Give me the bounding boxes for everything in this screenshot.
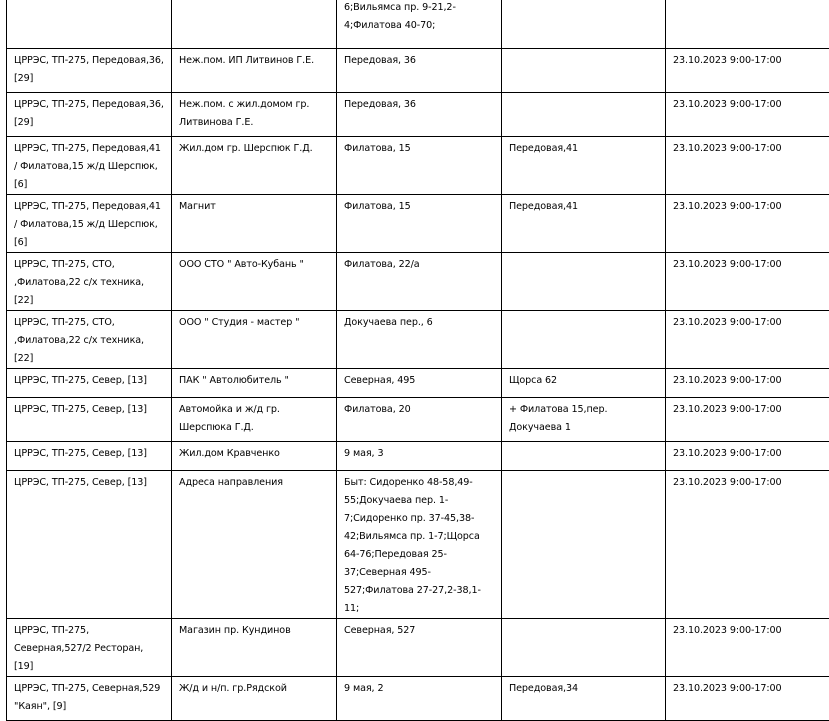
table-row (7, 397, 829, 441)
table-row (7, 92, 829, 136)
consumer-text: ООО " Студия - мастер " (179, 317, 299, 328)
feeder-cell (7, 441, 172, 470)
table-row (7, 676, 829, 720)
address-text: Докучаева пер., 6 (344, 317, 433, 328)
consumer-text: ПАК " Автолюбитель " (179, 375, 289, 386)
address-cell (337, 252, 502, 310)
extra-address-text: Передовая,41 (509, 143, 578, 154)
address-text: Филатова, 15 (344, 143, 411, 154)
address-cell (337, 92, 502, 136)
consumer-cell (172, 441, 337, 470)
feeder-cell (7, 48, 172, 92)
extra-address-cell (502, 310, 666, 368)
extra-address-cell (502, 252, 666, 310)
feeder-text: ЦРРЭС, ТП-275, Северная,529 "Каян", [9] (14, 683, 160, 712)
outage-table (6, 0, 829, 721)
consumer-cell (172, 252, 337, 310)
consumer-cell (172, 194, 337, 252)
outage-time-text: 23.10.2023 9:00-17:00 (673, 143, 782, 154)
feeder-cell (7, 618, 172, 676)
outage-time-text: 23.10.2023 9:00-17:00 (673, 201, 782, 212)
address-text: 9 мая, 2 (344, 683, 383, 694)
time-cell (666, 136, 829, 194)
outage-time-text: 23.10.2023 9:00-17:00 (673, 683, 782, 694)
outage-time-text: 23.10.2023 9:00-17:00 (673, 317, 782, 328)
extra-address-text: + Филатова 15,пер. Докучаева 1 (509, 404, 607, 433)
address-cell (337, 310, 502, 368)
consumer-cell (172, 92, 337, 136)
table-row (7, 136, 829, 194)
consumer-text: ООО СТО " Авто-Кубань " (179, 259, 304, 270)
feeder-text: ЦРРЭС, ТП-275, Передовая,41 / Филатова,15 ж/д Шерспюк, [6] (14, 143, 161, 190)
time-cell (666, 618, 829, 676)
extra-address-text: Передовая,34 (509, 683, 578, 694)
outage-time-text: 23.10.2023 9:00-17:00 (673, 404, 782, 415)
consumer-text: Жил.дом гр. Шерспюк Г.Д. (179, 143, 313, 154)
feeder-text: ЦРРЭС, ТП-275, Север, [13] (14, 404, 147, 415)
feeder-cell (7, 368, 172, 397)
time-cell (666, 368, 829, 397)
table-row (7, 441, 829, 470)
outage-time-text: 23.10.2023 9:00-17:00 (673, 259, 782, 270)
extra-address-cell (502, 136, 666, 194)
consumer-cell (172, 310, 337, 368)
consumer-text: Ж/д и н/п. гр.Рядской (179, 683, 287, 694)
table-row (7, 48, 829, 92)
address-text: Филатова, 20 (344, 404, 411, 415)
feeder-text: ЦРРЭС, ТП-275, Север, [13] (14, 448, 147, 459)
feeder-text: ЦРРЭС, ТП-275, Северная,527/2 Ресторан, [19] (14, 625, 143, 672)
address-cell (337, 397, 502, 441)
consumer-text: Автомойка и ж/д гр. Шерспюка Г.Д. (179, 404, 280, 433)
outage-time-text: 23.10.2023 9:00-17:00 (673, 375, 782, 386)
extra-address-cell (502, 0, 666, 48)
table-row (7, 252, 829, 310)
extra-address-cell (502, 368, 666, 397)
address-cell (337, 618, 502, 676)
feeder-text: ЦРРЭС, ТП-275, Передовая,36, [29] (14, 55, 164, 84)
consumer-cell (172, 48, 337, 92)
address-text: Северная, 495 (344, 375, 415, 386)
address-cell (337, 0, 502, 48)
consumer-cell (172, 470, 337, 618)
outage-time-text: 23.10.2023 9:00-17:00 (673, 55, 782, 66)
extra-address-text: Передовая,41 (509, 201, 578, 212)
feeder-cell (7, 397, 172, 441)
consumer-text: Жил.дом Кравченко (179, 448, 280, 459)
consumer-cell (172, 368, 337, 397)
extra-address-cell (502, 92, 666, 136)
time-cell (666, 441, 829, 470)
address-text: Филатова, 15 (344, 201, 411, 212)
address-cell (337, 368, 502, 397)
feeder-text: ЦРРЭС, ТП-275, Передовая,41 / Филатова,15 ж/д Шерспюк, [6] (14, 201, 161, 248)
time-cell (666, 0, 829, 48)
address-cell (337, 470, 502, 618)
outage-time-text: 23.10.2023 9:00-17:00 (673, 477, 782, 488)
consumer-cell (172, 618, 337, 676)
time-cell (666, 470, 829, 618)
consumer-cell (172, 676, 337, 720)
feeder-cell (7, 136, 172, 194)
address-text: 9 мая, 3 (344, 448, 383, 459)
feeder-cell (7, 470, 172, 618)
time-cell (666, 48, 829, 92)
feeder-text: ЦРРЭС, ТП-275, СТО, ,Филатова,22 с/х техника, [22] (14, 317, 144, 364)
feeder-text: ЦРРЭС, ТП-275, СТО, ,Филатова,22 с/х техника, [22] (14, 259, 144, 306)
address-cell (337, 48, 502, 92)
table-row (7, 368, 829, 397)
table-row (7, 0, 829, 48)
address-text: 6;Вильямса пр. 9-21,2-4;Филатова 40-70; (344, 2, 456, 31)
extra-address-cell (502, 470, 666, 618)
address-text: Филатова, 22/а (344, 259, 420, 270)
address-cell (337, 194, 502, 252)
address-text: Передовая, 36 (344, 99, 416, 110)
consumer-cell (172, 397, 337, 441)
feeder-text: ЦРРЭС, ТП-275, Передовая,36, [29] (14, 99, 164, 128)
address-cell (337, 136, 502, 194)
table-row (7, 194, 829, 252)
outage-time-text: 23.10.2023 9:00-17:00 (673, 448, 782, 459)
consumer-cell (172, 136, 337, 194)
extra-address-cell (502, 618, 666, 676)
feeder-text: ЦРРЭС, ТП-275, Север, [13] (14, 477, 147, 488)
consumer-text: Адреса направления (179, 477, 283, 488)
table-row (7, 618, 829, 676)
consumer-text: Неж.пом. с жил.домом гр. Литвинова Г.Е. (179, 99, 309, 128)
feeder-cell (7, 310, 172, 368)
consumer-text: Магазин пр. Кундинов (179, 625, 291, 636)
address-cell (337, 676, 502, 720)
consumer-cell (172, 0, 337, 48)
time-cell (666, 92, 829, 136)
extra-address-cell (502, 441, 666, 470)
consumer-text: Неж.пом. ИП Литвинов Г.Е. (179, 55, 314, 66)
table-row (7, 470, 829, 618)
feeder-cell (7, 252, 172, 310)
feeder-text: ЦРРЭС, ТП-275, Север, [13] (14, 375, 147, 386)
address-text: Быт: Сидоренко 48-58,49-55;Докучаева пер. 1-7;Сидоренко пр. 37-45,38-42;Вильямса пр. 1-7;Щорса 64-76;Передовая 25-37;Северная 495-527;Филатова 27-27,2-38,1-11; (344, 477, 481, 614)
consumer-text: Магнит (179, 201, 216, 212)
time-cell (666, 252, 829, 310)
time-cell (666, 397, 829, 441)
extra-address-cell (502, 676, 666, 720)
time-cell (666, 194, 829, 252)
feeder-cell (7, 0, 172, 48)
outage-time-text: 23.10.2023 9:00-17:00 (673, 625, 782, 636)
table-row (7, 310, 829, 368)
address-text: Северная, 527 (344, 625, 415, 636)
time-cell (666, 310, 829, 368)
time-cell (666, 676, 829, 720)
extra-address-cell (502, 48, 666, 92)
feeder-cell (7, 676, 172, 720)
extra-address-cell (502, 397, 666, 441)
address-cell (337, 441, 502, 470)
outage-time-text: 23.10.2023 9:00-17:00 (673, 99, 782, 110)
feeder-cell (7, 194, 172, 252)
extra-address-text: Щорса 62 (509, 375, 557, 386)
extra-address-cell (502, 194, 666, 252)
feeder-cell (7, 92, 172, 136)
address-text: Передовая, 36 (344, 55, 416, 66)
